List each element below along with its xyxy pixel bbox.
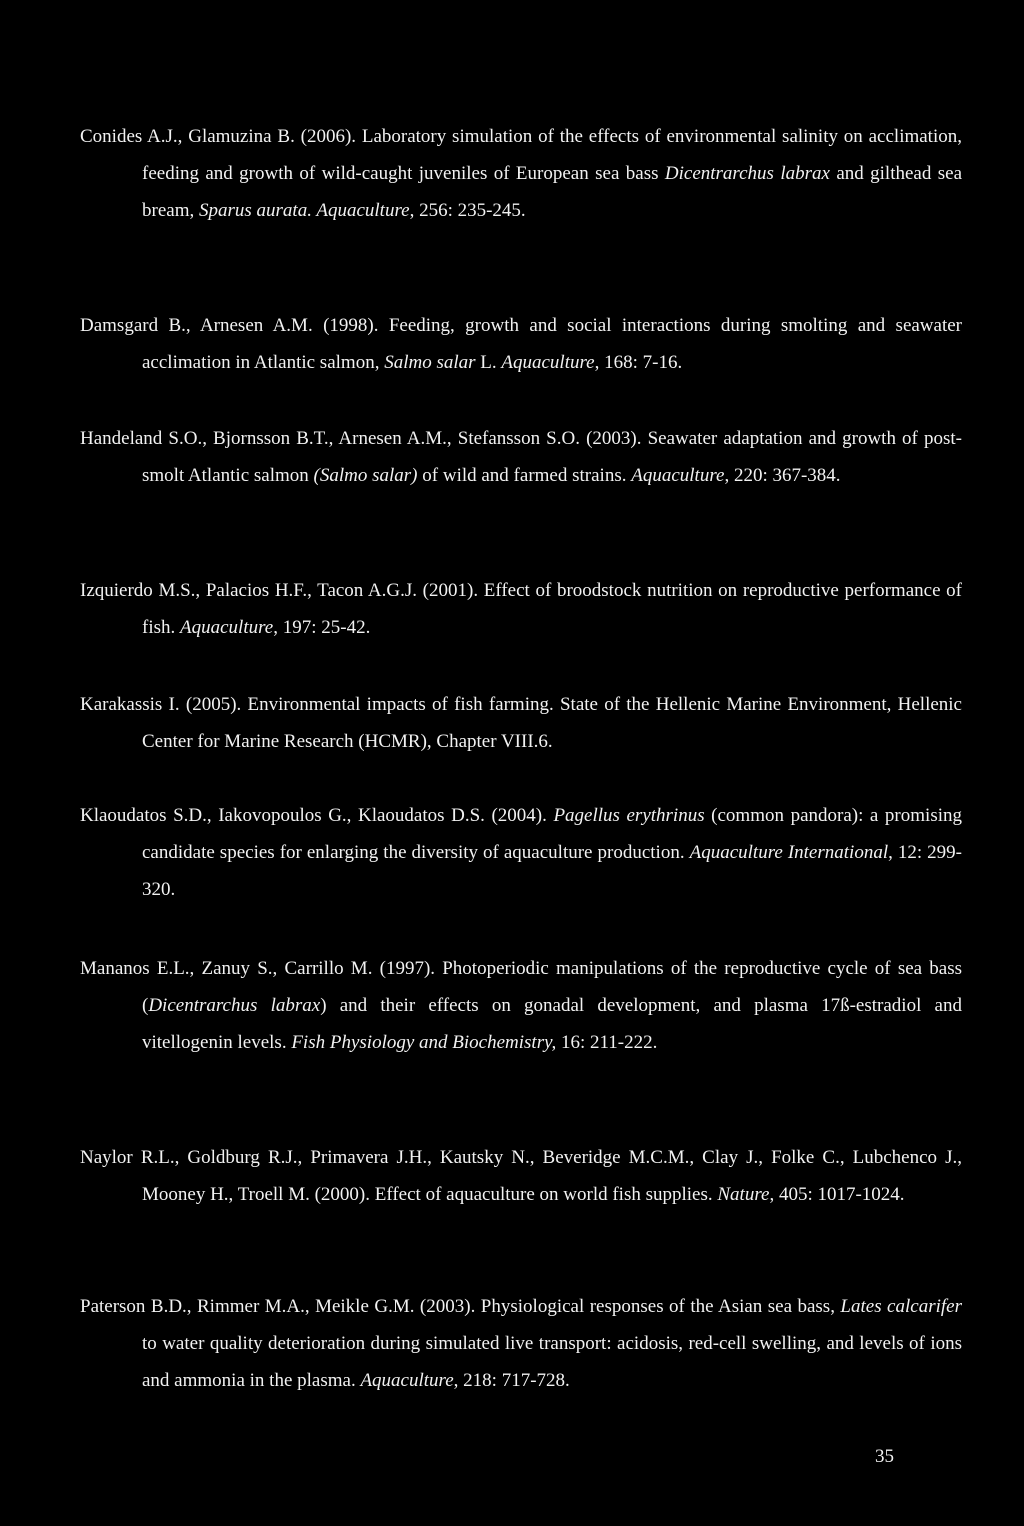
- text-run: of wild and farmed strains.: [417, 465, 632, 486]
- text-run: to water quality deterioration during simulated live transport: acidosis, red-cell swelling, and levels of ions and ammonia in the plasma.: [142, 1333, 962, 1391]
- text-run: ) and their effects on gonadal development, and plasma 17ß-estradiol and vitellogenin levels.: [142, 995, 962, 1053]
- text-run: L.: [475, 352, 502, 373]
- text-run: , 12: 299-320.: [142, 842, 962, 900]
- text-run: 16: 211-222.: [556, 1032, 658, 1053]
- italic-text-run: Fish Physiology and Biochemistry,: [291, 1032, 557, 1053]
- text-run: , 197: 25-42.: [273, 617, 371, 638]
- text-run: , 220: 367-384.: [724, 465, 841, 486]
- reference-entry: [80, 797, 962, 908]
- text-run: Damsgard B., Arnesen A.M. (1998). Feeding, growth and social interactions during smolting and seawater acclimation in Atlantic salmon,: [80, 315, 962, 373]
- text-run: , 168: 7-16.: [594, 352, 683, 373]
- reference-entry: [80, 686, 962, 760]
- italic-text-run: Sparus aurata. Aquaculture: [198, 200, 410, 221]
- reference-entry: [80, 307, 962, 381]
- italic-text-run: Aquaculture: [501, 352, 595, 373]
- italic-text-run: Salmo salar: [384, 352, 476, 373]
- text-run: Klaoudatos S.D., Iakovopoulos G., Klaoudatos D.S. (2004).: [80, 805, 554, 826]
- reference-entry: [80, 1139, 962, 1213]
- italic-text-run: Aquaculture: [360, 1370, 454, 1391]
- italic-text-run: Aquaculture: [631, 465, 725, 486]
- text-run: , 405: 1017-1024.: [769, 1184, 905, 1205]
- reference-entry: [80, 420, 962, 494]
- text-run: (common pandora): a promising candidate species for enlarging the diversity of aquaculture production.: [142, 805, 962, 863]
- text-run: , 218: 717-728.: [453, 1370, 570, 1391]
- text-run: , 256: 235-245.: [409, 200, 526, 221]
- text-run: and gilthead sea bream,: [142, 163, 963, 221]
- reference-entry: [80, 950, 962, 1061]
- italic-text-run: Dicentrarchus labrax: [664, 163, 830, 184]
- reference-entry: [80, 1288, 962, 1399]
- italic-text-run: Nature: [717, 1184, 770, 1205]
- italic-text-run: Dicentrarchus labrax: [148, 995, 321, 1016]
- italic-text-run: Aquaculture International: [689, 842, 889, 863]
- reference-entry: [80, 572, 962, 646]
- italic-text-run: Lates calcarifer: [840, 1296, 962, 1317]
- text-run: Izquierdo M.S., Palacios H.F., Tacon A.G.J. (2001). Effect of broodstock nutrition on reproductive performance of fish.: [80, 580, 962, 638]
- page-number: 35: [875, 1446, 894, 1467]
- text-run: Paterson B.D., Rimmer M.A., Meikle G.M. (2003). Physiological responses of the Asian sea bass,: [80, 1296, 841, 1317]
- italic-text-run: Pagellus erythrinus: [553, 805, 705, 826]
- text-run: Karakassis I. (2005). Environmental impacts of fish farming. State of the Hellenic Marine Environment, Hellenic Center for Marine Research (HCMR), Chapter VIII.6.: [80, 694, 962, 752]
- italic-text-run: (Salmo salar): [313, 465, 418, 486]
- text-run: Naylor R.L., Goldburg R.J., Primavera J.H., Kautsky N., Beveridge M.C.M., Clay J., Folke C., Lubchenco J., Mooney H., Troell M. (2000). Effect of aquaculture on world fish supplies.: [80, 1147, 962, 1205]
- reference-entry: [80, 118, 962, 229]
- text-run: Conides A.J., Glamuzina B. (2006). Laboratory simulation of the effects of environmental salinity on acclimation, feeding and growth of wild-caught juveniles of European sea bass: [80, 126, 962, 184]
- italic-text-run: Aquaculture: [180, 617, 274, 638]
- text-run: Mananos E.L., Zanuy S., Carrillo M. (1997). Photoperiodic manipulations of the reproductive cycle of sea bass (: [80, 958, 962, 1016]
- text-run: Handeland S.O., Bjornsson B.T., Arnesen A.M., Stefansson S.O. (2003). Seawater adaptation and growth of post-smolt Atlantic salmon: [80, 428, 962, 486]
